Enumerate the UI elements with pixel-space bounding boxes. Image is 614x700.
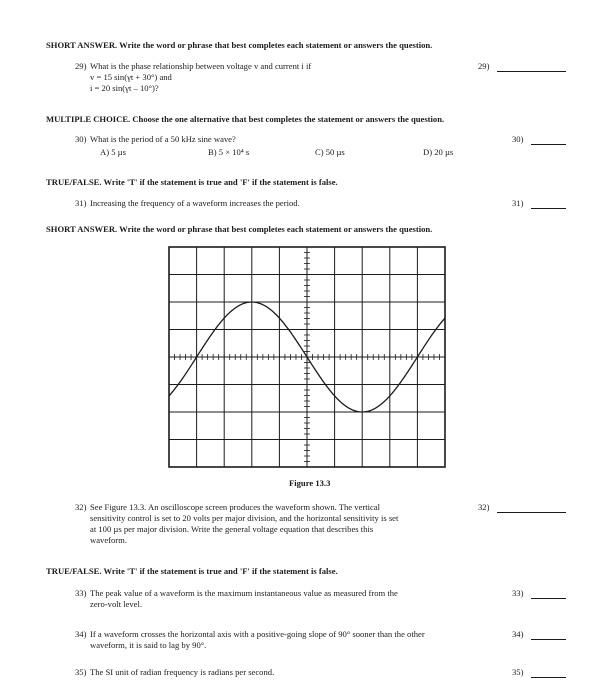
oscilloscope-figure (168, 246, 446, 468)
question-text-line-2: waveform, it is said to lag by 90°. (90, 640, 207, 650)
section-header-true-false-2: TRUE/FALSE. Write 'T' if the statement is true and 'F' if the statement is false. (46, 566, 338, 576)
question-number: 32) (75, 502, 87, 512)
section-header-true-false: TRUE/FALSE. Write 'T' if the statement is true and 'F' if the statement is false. (46, 177, 338, 187)
section-header-short-answer-2: SHORT ANSWER. Write the word or phrase that best completes each statement or answers the question. (46, 224, 433, 234)
question-number: 30) (75, 134, 87, 144)
answer-label: 32) (478, 502, 490, 512)
question-text-line-2: zero-volt level. (90, 599, 143, 609)
figure-caption: Figure 13.3 (289, 478, 331, 488)
answer-blank[interactable] (531, 208, 566, 209)
question-number: 33) (75, 588, 87, 598)
option-b[interactable]: B) 5 × 10⁴ s (208, 147, 250, 157)
question-text-line-1: The peak value of a waveform is the maximum instantaneous value as measured from the (90, 588, 398, 598)
option-a[interactable]: A) 5 µs (100, 147, 126, 157)
question-text-line-2: sensitivity control is set to 20 volts per major division, and the horizontal sensitivity is set (90, 513, 399, 523)
question-number: 31) (75, 198, 87, 208)
question-text: The SI unit of radian frequency is radians per second. (90, 667, 275, 677)
question-text: What is the period of a 50 kHz sine wave? (90, 134, 236, 144)
voltage-equation: v = 15 sin(γt + 30°) and (90, 72, 172, 82)
question-text-line-1: If a waveform crosses the horizontal axis with a positive-going slope of 90° sooner than the other (90, 629, 425, 639)
answer-blank[interactable] (531, 598, 566, 599)
answer-label: 29) (478, 61, 490, 71)
current-equation: i = 20 sin(γt – 10°)? (90, 83, 159, 93)
answer-blank[interactable] (497, 512, 566, 513)
question-text-line-1: See Figure 13.3. An oscilloscope screen produces the waveform shown. The vertical (90, 502, 381, 512)
answer-blank[interactable] (531, 677, 566, 678)
answer-blank[interactable] (497, 71, 566, 72)
section-header-multiple-choice: MULTIPLE CHOICE. Choose the one alternative that best completes the statement or answers the question. (46, 114, 445, 124)
question-text-line-4: waveform. (90, 535, 127, 545)
question-number: 29) (75, 61, 87, 71)
question-text: Increasing the frequency of a waveform increases the period. (90, 198, 300, 208)
option-d[interactable]: D) 20 µs (423, 147, 454, 157)
answer-label: 30) (512, 134, 524, 144)
option-c[interactable]: C) 50 µs (315, 147, 345, 157)
answer-label: 33) (512, 588, 524, 598)
question-text: What is the phase relationship between voltage v and current i if (90, 61, 312, 71)
answer-blank[interactable] (531, 144, 566, 145)
question-text-line-3: at 100 µs per major division. Write the general voltage equation that describes this (90, 524, 374, 534)
answer-label: 35) (512, 667, 524, 677)
question-number: 35) (75, 667, 87, 677)
question-number: 34) (75, 629, 87, 639)
section-header-short-answer: SHORT ANSWER. Write the word or phrase that best completes each statement or answers the question. (46, 40, 433, 50)
answer-blank[interactable] (531, 639, 566, 640)
answer-label: 34) (512, 629, 524, 639)
answer-label: 31) (512, 198, 524, 208)
